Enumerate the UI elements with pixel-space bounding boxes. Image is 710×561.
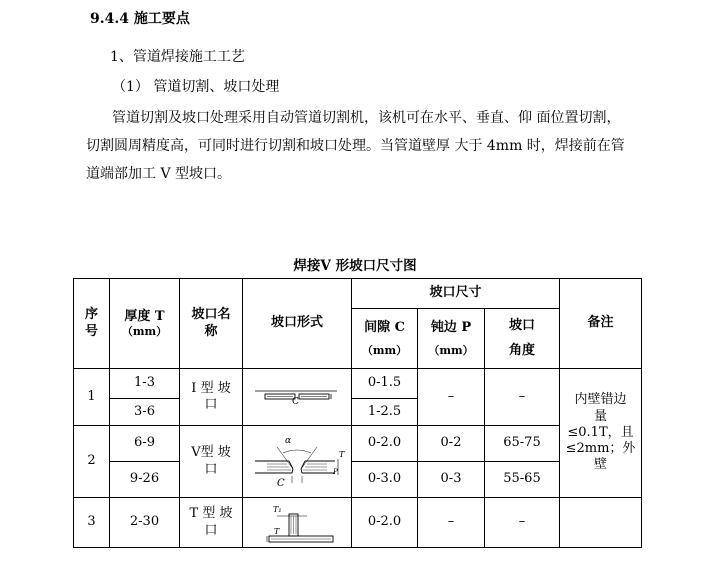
row2-blunt-a: 0-2 — [418, 426, 485, 462]
paragraph-line: 管道切割及坡口处理采用自动管道切割机，该机可在水平、垂直、仰 面位置切割， — [112, 110, 621, 126]
header-groove-size: 坡口尺寸 — [352, 279, 560, 309]
row3-remark — [560, 498, 642, 548]
row1-thickness-b: 3-6 — [110, 399, 180, 426]
row2-thickness-b: 9-26 — [110, 462, 180, 498]
row1-gap-b: 1-2.5 — [352, 399, 418, 426]
row2-gap-b: 0-3.0 — [352, 462, 418, 498]
row1-groove-form — [243, 369, 352, 426]
row3-gap: 0-2.0 — [352, 498, 418, 548]
row1-blunt: – — [418, 369, 485, 426]
gap-label: C — [292, 397, 299, 407]
row1-seq: 1 — [74, 369, 110, 426]
table-title: 焊接V 形坡口尺寸图 — [293, 258, 417, 274]
row3-angle: – — [485, 498, 560, 548]
header-groove-name: 坡口名称 — [180, 279, 243, 369]
row2-angle-b: 55-65 — [485, 462, 560, 498]
row2-angle-a: 65-75 — [485, 426, 560, 462]
header-angle: 坡口 角度 — [485, 309, 560, 369]
row1-groove-name: I 型 坡口 — [180, 369, 243, 426]
t-label: T — [274, 526, 280, 536]
section-title: 9.4.4 施工要点 — [90, 11, 190, 27]
row2-seq: 2 — [74, 426, 110, 498]
header-thickness: 厚度 T （mm） — [110, 279, 180, 369]
gap-label: C — [277, 477, 285, 489]
row2-gap-a: 0-2.0 — [352, 426, 418, 462]
blunt-label: P — [333, 467, 338, 476]
row3-seq: 3 — [74, 498, 110, 548]
i-groove-diagram — [247, 377, 347, 417]
heading-cutting: （1） 管道切割、坡口处理 — [112, 79, 280, 95]
row1-angle: – — [485, 369, 560, 426]
paragraph-line: 道端部加工 V 型坡口。 — [86, 166, 232, 182]
row3-groove-form — [243, 498, 352, 548]
groove-spec-table — [73, 278, 642, 548]
angle-label: α — [285, 435, 292, 446]
paragraph-line: 切割圆周精度高，可同时进行切割和坡口处理。当管道壁厚 大于 4mm 时，焊接前在管 — [86, 138, 625, 154]
row1-gap-a: 0-1.5 — [352, 369, 418, 399]
row3-blunt: – — [418, 498, 485, 548]
row2-thickness-a: 6-9 — [110, 426, 180, 462]
header-seq: 序号 — [74, 279, 110, 369]
row3-groove-name: T 型 坡口 — [180, 498, 243, 548]
v-groove-diagram — [247, 431, 347, 493]
t-groove-diagram — [247, 500, 347, 546]
remark-cell: 内壁错边 量 ≤0.1T，且 ≤2mm；外 壁 — [560, 369, 642, 498]
header-groove-form: 坡口形式 — [243, 279, 352, 369]
header-gap: 间隙 C （mm） — [352, 309, 418, 369]
row3-thickness: 2-30 — [110, 498, 180, 548]
row2-groove-name: V型 坡口 — [180, 426, 243, 498]
header-remark: 备注 — [560, 279, 642, 369]
row1-thickness-a: 1-3 — [110, 369, 180, 399]
header-blunt: 钝边 P （mm） — [418, 309, 485, 369]
thickness-label: T — [339, 449, 345, 459]
row2-blunt-b: 0-3 — [418, 462, 485, 498]
heading-process: 1、管道焊接施工工艺 — [110, 49, 245, 65]
row2-groove-form — [243, 426, 352, 498]
t1-label: T₁ — [273, 504, 282, 514]
